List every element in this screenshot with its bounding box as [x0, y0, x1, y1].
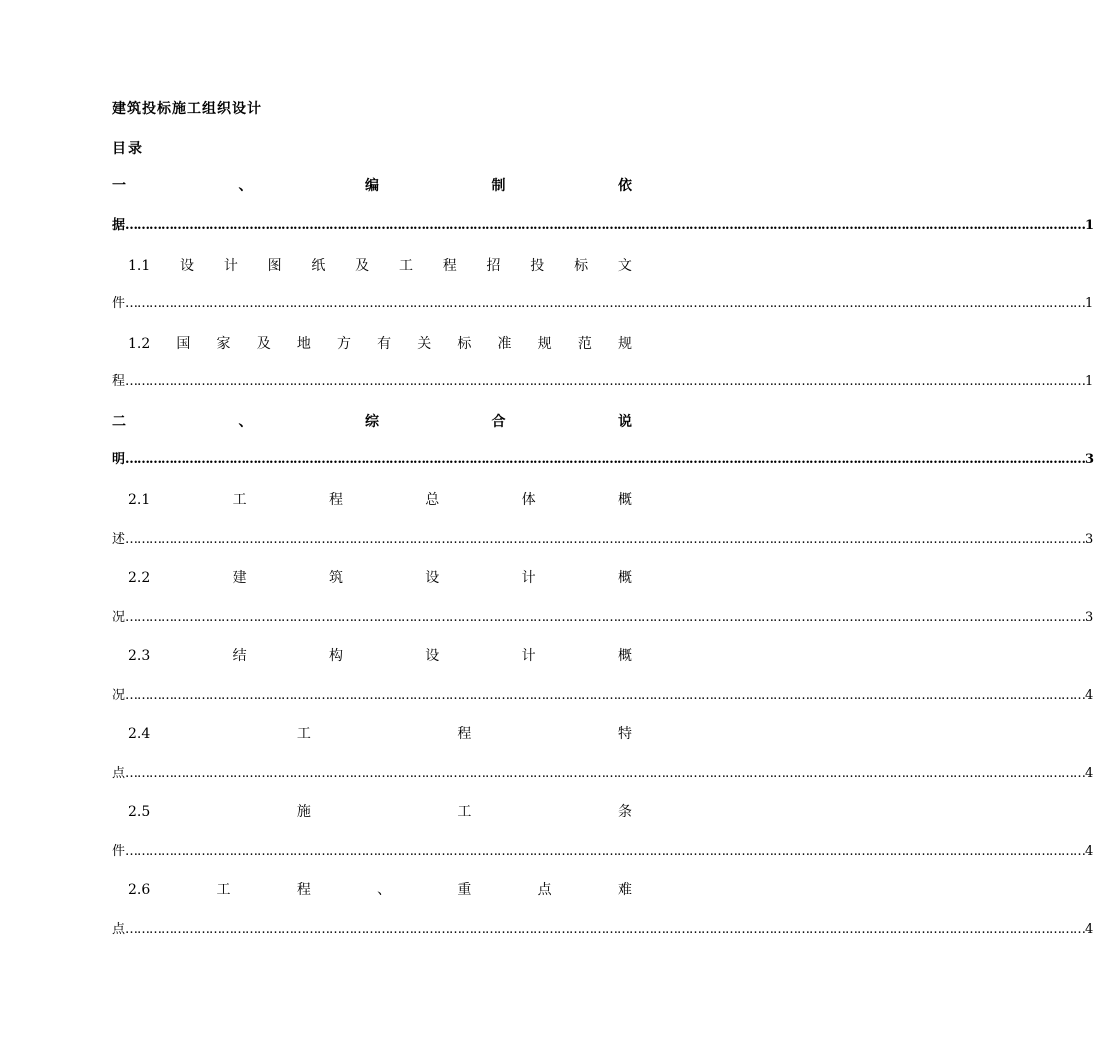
dot-leader: …………………………………………………………………………………………………………………………………………………………………………………………………………………… [125, 296, 1086, 311]
toc-entry-line[interactable] [128, 802, 632, 822]
dot-leader: …………………………………………………………………………………………………………………………………………………………………………………………………………………… [125, 610, 1086, 625]
toc-entry-char: 文 [617, 258, 632, 274]
toc-entry-char: 工 [398, 258, 413, 274]
toc-entry-leader[interactable] [112, 842, 1094, 862]
toc-entry-leader[interactable] [112, 686, 1094, 706]
toc-entry-char: 工 [216, 882, 231, 898]
toc-entry-char: 关 [417, 336, 432, 352]
toc-page-number: 1 [1085, 218, 1094, 233]
toc-entry-char: 标 [457, 336, 472, 352]
dot-leader: …………………………………………………………………………………………………………………………………………………………………………………………………………………… [125, 688, 1086, 703]
toc-entry-line[interactable] [128, 724, 632, 744]
toc-entry-leader[interactable] [112, 216, 1094, 236]
toc-page-number: 3 [1085, 610, 1094, 625]
toc-entry-char: 制 [491, 178, 506, 194]
toc-entry-tail: 程 [112, 374, 126, 389]
toc-entry-char: 总 [425, 492, 440, 508]
toc-page-number: 4 [1085, 844, 1094, 859]
toc-heading: 目录 [112, 141, 144, 157]
toc-entry-char: 条 [618, 804, 632, 820]
dot-leader: …………………………………………………………………………………………………………………………………………………………………………………………………………………… [125, 452, 1086, 467]
toc-entry-leader[interactable] [112, 764, 1094, 784]
toc-entry-char: 建 [232, 570, 247, 586]
toc-entry-char: 难 [617, 882, 632, 898]
toc-entry-line[interactable] [128, 334, 632, 354]
toc-entry-char: 结 [232, 648, 247, 664]
toc-entry-char: 构 [328, 648, 343, 664]
toc-entry-char: 体 [521, 492, 536, 508]
toc-entry-char: 设 [180, 258, 195, 274]
toc-entry-char: 纸 [311, 258, 326, 274]
toc-entry-char: 设 [425, 648, 440, 664]
dot-leader: …………………………………………………………………………………………………………………………………………………………………………………………………………………… [125, 766, 1086, 781]
dot-leader: …………………………………………………………………………………………………………………………………………………………………………………………………………………… [125, 922, 1086, 937]
toc-page-number: 3 [1085, 532, 1094, 547]
toc-entry-line[interactable] [128, 490, 632, 510]
toc-entry-leader[interactable] [112, 530, 1094, 550]
toc-entry-char: 家 [216, 336, 231, 352]
toc-entry-line[interactable] [128, 646, 632, 666]
toc-entry-char: 2.5 [128, 804, 151, 820]
toc-entry-line[interactable] [128, 568, 632, 588]
toc-entry-char: 投 [530, 258, 545, 274]
toc-entry-leader[interactable] [112, 920, 1094, 940]
toc-entry-char: 规 [617, 336, 632, 352]
toc-entry-leader[interactable] [112, 608, 1094, 628]
toc-entry-char: 招 [486, 258, 501, 274]
toc-entry-char: 、 [377, 882, 392, 898]
toc-entry-char: 概 [617, 492, 632, 508]
toc-entry-char: 地 [296, 336, 311, 352]
toc-entry-line[interactable] [112, 176, 632, 196]
toc-entry-char: 合 [491, 414, 506, 430]
toc-entry-char: 编 [365, 178, 379, 194]
toc-entry-char: 、 [238, 414, 253, 430]
toc-entry-char: 依 [618, 178, 632, 194]
toc-entry-tail: 述 [112, 532, 126, 547]
toc-entry-char: 标 [574, 258, 589, 274]
toc-entry-tail: 明 [112, 452, 126, 467]
toc-entry-char: 1.1 [128, 258, 151, 274]
toc-entry-char: 工 [296, 726, 311, 742]
toc-entry-char: 2.3 [128, 648, 151, 664]
toc-entry-char: 施 [296, 804, 311, 820]
toc-entry-char: 程 [328, 492, 343, 508]
toc-entry-char: 及 [256, 336, 271, 352]
toc-entry-char: 程 [296, 882, 311, 898]
toc-entry-char: 说 [618, 414, 632, 430]
toc-page-number: 4 [1085, 688, 1094, 703]
toc-entry-line[interactable] [128, 880, 632, 900]
toc-page-number: 1 [1085, 296, 1094, 311]
dot-leader: …………………………………………………………………………………………………………………………………………………………………………………………………………………… [125, 218, 1086, 233]
toc-entry-tail: 点 [112, 766, 126, 781]
toc-entry-char: 图 [267, 258, 282, 274]
toc-entry-char: 筑 [328, 570, 343, 586]
toc-entry-char: 2.2 [128, 570, 151, 586]
toc-entry-char: 2.1 [128, 492, 151, 508]
toc-entry-char: 、 [238, 178, 253, 194]
toc-page-number: 4 [1085, 766, 1094, 781]
toc-entry-char: 一 [112, 178, 126, 194]
toc-entry-char: 程 [442, 258, 457, 274]
toc-entry-char: 2.6 [128, 882, 151, 898]
toc-entry-leader[interactable] [112, 294, 1094, 314]
toc-entry-char: 概 [617, 648, 632, 664]
toc-entry-char: 概 [617, 570, 632, 586]
toc-entry-char: 计 [223, 258, 238, 274]
toc-page-number: 4 [1085, 922, 1094, 937]
toc-entry-char: 二 [112, 414, 126, 430]
toc-entry-tail: 件 [112, 844, 126, 859]
toc-entry-leader[interactable] [112, 450, 1094, 470]
toc-entry-char: 计 [521, 570, 536, 586]
dot-leader: …………………………………………………………………………………………………………………………………………………………………………………………………………………… [125, 374, 1086, 389]
toc-entry-char: 及 [355, 258, 370, 274]
toc-entry-tail: 点 [112, 922, 126, 937]
toc-entry-tail: 况 [112, 610, 126, 625]
document-title: 建筑投标施工组织设计 [112, 101, 262, 117]
dot-leader: …………………………………………………………………………………………………………………………………………………………………………………………………………………… [125, 844, 1086, 859]
toc-entry-char: 工 [457, 804, 472, 820]
toc-entry-tail: 况 [112, 688, 126, 703]
toc-entry-char: 特 [618, 726, 632, 742]
toc-entry-tail: 据 [112, 218, 126, 233]
toc-entry-char: 国 [176, 336, 191, 352]
toc-entry-char: 规 [537, 336, 552, 352]
toc-entry-char: 设 [425, 570, 440, 586]
toc-entry-line[interactable] [128, 256, 632, 276]
toc-entry-tail: 件 [112, 296, 126, 311]
toc-entry-char: 范 [577, 336, 592, 352]
toc-entry-line[interactable] [112, 412, 632, 432]
toc-entry-char: 重 [457, 882, 472, 898]
toc-entry-leader[interactable] [112, 372, 1094, 392]
toc-entry-char: 工 [232, 492, 247, 508]
toc-entry-char: 点 [537, 882, 552, 898]
dot-leader: …………………………………………………………………………………………………………………………………………………………………………………………………………………… [125, 532, 1086, 547]
toc-entry-char: 综 [365, 414, 379, 430]
toc-entry-char: 计 [521, 648, 536, 664]
toc-entry-char: 有 [377, 336, 392, 352]
toc-entry-char: 方 [336, 336, 351, 352]
toc-entry-char: 1.2 [128, 336, 151, 352]
toc-entry-char: 程 [457, 726, 472, 742]
toc-page-number: 3 [1085, 452, 1094, 467]
toc-entry-char: 2.4 [128, 726, 151, 742]
toc-entry-char: 准 [497, 336, 512, 352]
toc-page-number: 1 [1085, 374, 1094, 389]
